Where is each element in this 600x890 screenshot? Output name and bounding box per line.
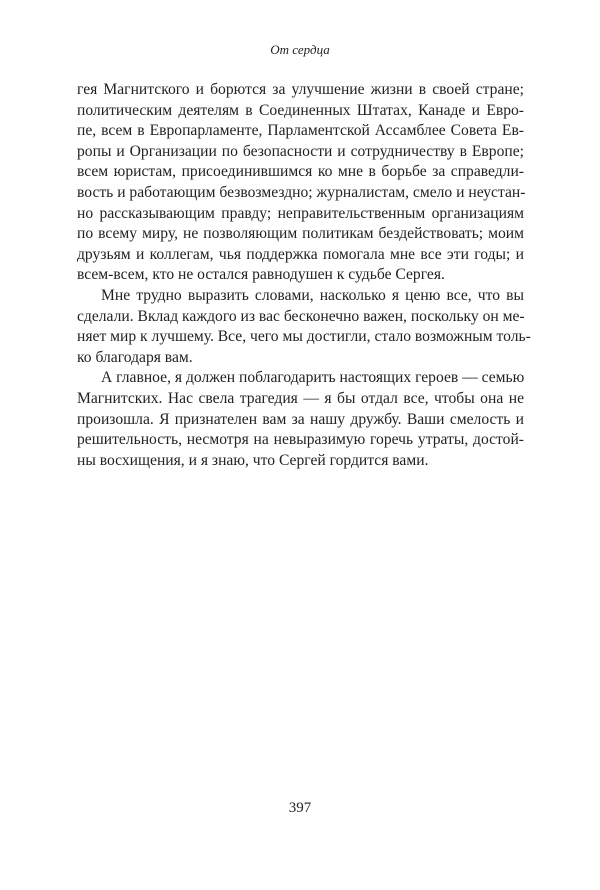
text-line: всем-всем, кто не остался равнодушен к судьбе Сергея.: [77, 266, 445, 284]
text-line: вость и работающим безвозмездно; журналистам, смело и неустан-: [77, 183, 526, 201]
running-header: От сердца: [270, 42, 330, 57]
page-number: 397: [288, 800, 312, 816]
text-line: по всему миру, не позволяющим политикам бездействовать; моим: [77, 225, 524, 243]
body-text: [77, 80, 531, 471]
text-line: но рассказывающим правду; неправительственным организациям: [77, 204, 524, 222]
text-line: произошла. Я признателен вам за нашу дружбу. Ваши смелость и: [77, 410, 524, 428]
paragraph: [77, 80, 524, 286]
text-line: Мне трудно выразить словами, насколько я ценю все, что вы: [101, 286, 524, 304]
text-line: няет мир к лучшему. Все, чего мы достигли, стало возможным толь-: [77, 328, 531, 346]
text-line: решительность, несмотря на невыразимую горечь утраты, достой-: [77, 431, 524, 449]
text-line: Магнитских. Нас свела трагедия — я бы отдал все, чтобы она не: [77, 389, 524, 407]
text-line: ропы и Организации по безопасности и сотрудничеству в Европе;: [77, 142, 524, 160]
paragraph: [77, 368, 524, 471]
text-line: ко благодаря вам.: [77, 348, 193, 366]
text-line: А главное, я должен поблагодарить настоящих героев — семью: [101, 369, 525, 387]
text-line: сделали. Вклад каждого из вас бесконечно важен, поскольку он ме-: [77, 307, 525, 325]
text-line: всем юристам, присоединившимся ко мне в борьбе за справедли-: [77, 163, 524, 181]
text-line: друзьям и коллегам, чья поддержка помогала мне все эти годы; и: [77, 245, 524, 263]
paragraph: [77, 286, 531, 368]
text-line: ны восхищения, и я знаю, что Сергей гордится вами.: [77, 451, 429, 469]
text-line: гея Магнитского и борются за улучшение жизни в своей стране;: [77, 81, 524, 98]
text-line: политическим деятелям в Соединенных Штатах, Канаде и Евро-: [77, 101, 524, 119]
text-line: пе, всем в Европарламенте, Парламентской Ассамблее Совета Ев-: [77, 122, 524, 140]
